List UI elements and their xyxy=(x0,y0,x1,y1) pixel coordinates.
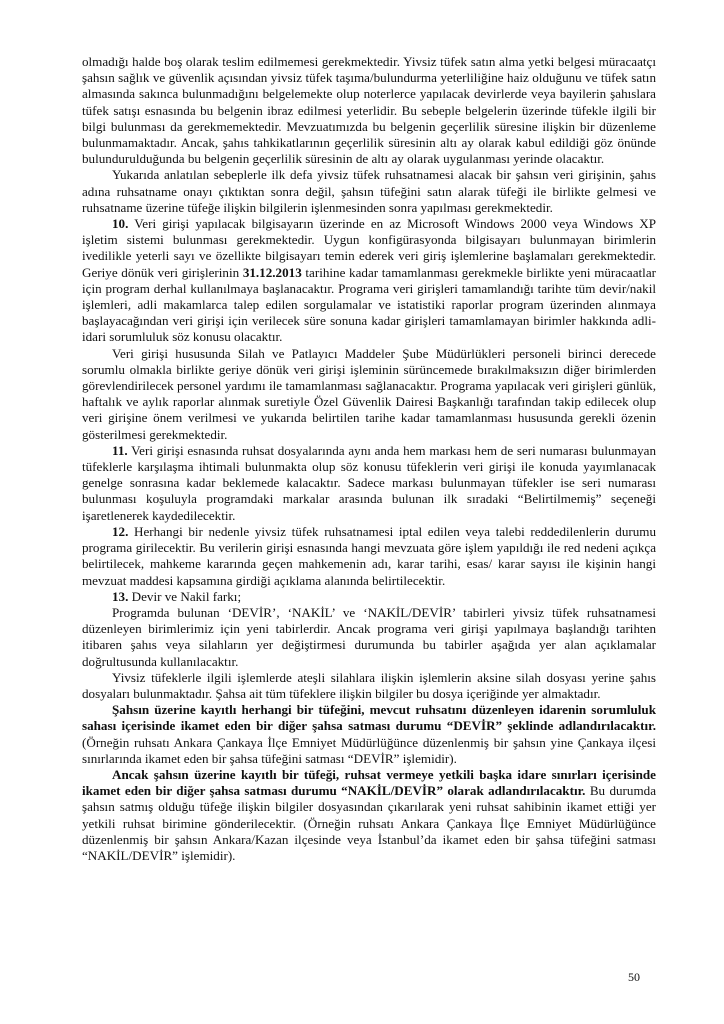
paragraph-devir xyxy=(82,702,656,767)
paragraph-10 xyxy=(82,216,656,346)
text-segment: Bu durumda şahsın satmış olduğu tüfeğe ilişkin bilgiler dosyasından çıkarılarak yeni ruhsat sahibinin ikamet ettiği yer yetkili ruhsat birimine gönderilecektir. (Örneğin ruhsatı Ankara Çankaya İlçe Emniyet Müdürlüğünce düzenlenmiş bir şahsın Ankara/Kazan ilçesinde veya İstanbul’da ikamet eden bir şahsa tüfeğini satması “NAKİL/DEVİR” işlemidir). xyxy=(82,783,656,863)
deadline-date: 31.12.2013 xyxy=(242,264,302,280)
paragraph-0 xyxy=(82,54,656,167)
paragraph-8 xyxy=(82,670,656,702)
item-number: 11. xyxy=(112,442,128,458)
text-segment: Veri girişi yapılacak bilgisayarın üzerinde en az Microsoft Windows 2000 veya Windows XP işletim sistemi bulunması gerekmektedir. Uygun konfigürasyonda bilgisayarı bulunmayan birimlerin ivedilikle yeterli sayı ve özellikte bilgisayarı temin ederek veri giriş işlemlerine başlamaları gerekmektedir. Geriye dönük veri girişlerinin xyxy=(82,216,656,280)
paragraph-11 xyxy=(82,443,656,524)
paragraph-nakil-devir xyxy=(82,767,656,864)
document-body xyxy=(82,54,656,864)
devir-definition: Şahsın üzerine kayıtlı herhangi bir tüfeğini, mevcut ruhsatını düzenleyen idarenin sorumluluk sahası içerisinde ikamet eden bir diğer şahsa satması durumu “DEVİR” şeklinde adlandırılacaktır. xyxy=(82,702,656,734)
text-segment: Veri girişi esnasında ruhsat dosyalarında aynı anda hem markası hem de seri numarası bulunmayan tüfeklerle karşılaşma ihtimali bulunmakta olup söz konusu tüfeklerin veri girişi ile konuda yayımlanacak genelge sonrasına kadar beklemede kalacaktır. Sadece markası bulunmayan tüfekler ise seri numarası bulunması koşuluyla programdaki markalar arasında bulunan ilk sıradaki “Belirtilmemiş” seçeneği işaretlenerek kaydedilecektir. xyxy=(82,442,656,523)
item-number: 10. xyxy=(112,216,129,232)
nakil-devir-definition: Ancak şahsın üzerine kayıtlı bir tüfeği, ruhsat vermeye yetkili başka idare sınırları içerisinde ikamet eden bir diğer şahsa satması durumu “NAKİL/DEVİR” olarak adlandırılacaktır. xyxy=(82,766,656,799)
text-segment: Devir ve Nakil farkı; xyxy=(128,588,242,604)
text-segment: Veri girişi hususunda Silah ve Patlayıcı Maddeler Şube Müdürlükleri personeli birinci derecede sorumlu olmakla birlikte geriye dönük veri girişi işleminin sürüncemede bırakılmaksızın diğer birimlerden görevlendirilecek personel yardımı ile tamamlanması sağlanacaktır. Programa yapılacak veri girişleri günlük, haftalık ve aylık raporlar alınmak suretiyle Özel Güvenlik Dairesi Başkanlığı tarafından takip edilecek olup veri girişine önem verilmesi ve yukarıda belirtilen tarihe kadar tamamlanması hususunda gerekli özenin gösterilmesi gerekmektedir. xyxy=(82,345,656,442)
paragraph-1 xyxy=(82,167,656,216)
text-segment: Herhangi bir nedenle yivsiz tüfek ruhsatnamesi iptal edilen veya talebi reddedilenlerin durumu programa girilecektir. Bu verilerin girişi esnasında hangi mevzuata göre işlem yapıldığı ile red nedeni açıkça belirtilecek, mahkeme kararında geçen mahkemenin adı, karar tarihi, esas/ karar sayısı ile kişinin hangi mevzuat maddesi kapsamına girdiği açıklama alanında belirtilecektir. xyxy=(82,523,656,588)
text-segment: Yukarıda anlatılan sebeplerle ilk defa yivsiz tüfek ruhsatnamesi alacak bir şahsın veri girişinin, şahıs adına ruhsatname onayı çıktıktan sonra değil, şahsın tüfeğini satın alarak tüfeği ile birlikte gelmesi ve ruhsatname üzerine tüfeğe ilişkin bilgilerin işlenmesinden sonra yapılması gerekmektedir. xyxy=(82,167,656,215)
page-number: 50 xyxy=(628,970,640,984)
text-segment: Yivsiz tüfeklerle ilgili işlemlerde ateşli silahlara ilişkin işlemlerin aksine silah dosyası yerine şahıs dosyaları bulunmaktadır. Şahsa ait tüm tüfeklere ilişkin bilgiler bu dosya içeriğinde yer almaktadır. xyxy=(82,669,656,701)
text-segment: tarihine kadar tamamlanması gerekmekle birlikte yeni müracaatlar için program derhal kullanılmaya başlanacaktır. Programa veri girişleri tamamlandığı tarihte tüm devir/nakil işlemleri, adli makamlarca talep edilen sorgulamalar ve istatistiki raporlar program üzerinden alınmaya başlayacağından veri girişi için verilecek süre sonuna kadar girişleri tamamlamayan birimler hakkında adli-idari sorumluluk söz konusu olacaktır. xyxy=(82,264,656,345)
item-number: 13. xyxy=(112,588,129,604)
text-segment: (Örneğin ruhsatı Ankara Çankaya İlçe Emniyet Müdürlüğünce düzenlenmiş bir şahsın yine Çankaya ilçesi sınırlarında ikamet eden bir şahsa tüfeğini satması “DEVİR” işlemidir). xyxy=(82,734,656,766)
item-number: 12. xyxy=(112,523,129,539)
text-segment: Programda bulunan ‘DEVİR’, ‘NAKİL’ ve ‘NAKİL/DEVİR’ tabirleri yivsiz tüfek ruhsatnamesi düzenleyen birimlerimiz için yeni tabirlerdir. Ancak programa veri girişi yapılmaya başlandığı tarihten itibaren şahıs veya silahların yer değiştirmesi durumunda bu tabirler aşağıda yer alan açıklamalar doğrultusunda kullanılacaktır. xyxy=(82,604,656,669)
paragraph-7 xyxy=(82,605,656,670)
paragraph-13 xyxy=(82,589,656,605)
text-segment: olmadığı halde boş olarak teslim edilmemesi gerekmektedir. Yivsiz tüfek satın alma yetki belgesi müracaatçı şahsın sağlık ve güvenlik açısından yivsiz tüfek taşıma/bulundurma yeterliliğine haiz olduğunu ve tüfek satın almasında sakınca bulunmadığını belgelemekte olup noterlerce yapılacak devirlerde veya bayilerin şahıslara tüfek satışı esnasında bu belgenin ibraz edilmesi yeterlidir. Bu sebeple belgelerin üzerinde tüfekle ilgili bir bilgi bulunması da gerekmemektedir. Mevzuatımızda bu belgenin geçerlilik süresine ilişkin bir düzenleme bulunmamaktadır. Ancak, şahıs tahkikatlarının geçerlilik süresinin altı ay olarak kabul edildiği göz önünde bulundurulduğunda bu belgenin geçerlilik süresinin de altı ay olarak uygulanması yerinde olacaktır. xyxy=(82,54,656,167)
paragraph-3 xyxy=(82,346,656,443)
paragraph-12 xyxy=(82,524,656,589)
